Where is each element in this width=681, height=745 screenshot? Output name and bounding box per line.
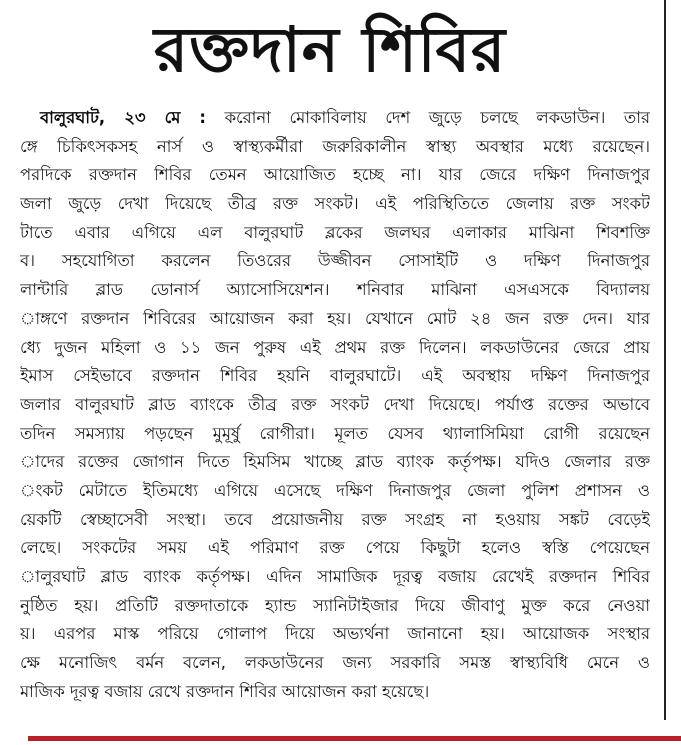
article-line: জলা জুড়ে দেখা দিয়েছে তীব্র রক্ত সংকট। এই পরিস্থিতিতে জেলায় রক্ত সংকট [20,194,650,214]
article-line: টাতে এবার এগিয়ে এল বালুরঘাট ব্লকের জলঘর এলাকার মাঝিনা শিবশক্তি [20,222,650,242]
article-line: নুষ্ঠিত হয়। প্রতিটি রক্তদাতাকে হ্যান্ড স্যানিটাইজার দিয়ে জীবাণু মুক্ত করে নেওয়া [20,595,650,615]
article-line: য়েকটি স্বেচ্ছাসেবী সংস্থা। তবে প্রয়োজনীয় রক্ত সংগ্রহ না হওয়ায় সঙ্কট বেড়েই [20,509,650,529]
bottom-rule [28,736,681,741]
article-body [20,104,650,706]
article-line: ধ্যে দুজন মহিলা ও ১১ জন পুরুষ এই প্রথম রক্ত দিলেন। লকডাউনের জেরে প্রায় [20,337,650,357]
article-line: ইমাস সেইভাবে রক্তদান শিবির হয়নি বালুরঘাটে। এই অবস্থায় দক্ষিণ দিনাজপুর [20,366,650,386]
article-line: য়। এরপর মাস্ক পরিয়ে গোলাপ দিয়ে অভ্যর্থনা জানানো হয়। আয়োজক সংস্থার [20,624,650,644]
article-line: ক্ষে মনোজিৎ বর্মন বলেন, লকডাউনের জন্য সরকারি সমস্ত স্বাস্থ্যবিধি মেনে ও [20,653,650,673]
article-line: াঙ্গণে রক্তদান শিবিরের আয়োজন করা হয়। যেখানে মোট ২৪ জন রক্ত দেন। যার [20,308,650,328]
article-line: লেছে। সংকটের সময় এই পরিমাণ রক্ত পেয়ে কিছুটা হলেও স্বস্তি পেয়েছেন [20,538,650,558]
article-line: পরদিকে রক্তদান শিবির তেমন আয়োজিত হচ্ছে না। যার জেরে দক্ষিণ দিনাজপুর [20,165,650,185]
article-dateline: বালুরঘাট, ২৩ মে : [40,108,206,127]
article-line: ঙ্গে চিকিৎসকসহ নার্স ও স্বাস্থ্যকর্মীরা জরুরিকালীন স্বাস্থ্য অবস্থার মধ্যে রয়েছেন। [20,136,650,156]
article-line: ালুরঘাট ব্লাড ব্যাংক কর্তৃপক্ষ। এদিন সামাজিক দূরত্ব বজায় রেখেই রক্তদান শিবির [20,567,650,586]
article-line-text: করোনা মোকাবিলায় দেশ জুড়ে চলছে লকডাউন। তার [224,108,650,127]
article-headline: রক্তদান শিবির [153,13,507,86]
article-line: লান্টারি ব্লাড ডোনার্স অ্যাসোসিয়েশন। শনিবার মাঝিনা এসএসকে বিদ্যালয় [20,280,650,300]
article-line: তদিন সমস্যায় পড়ছেন মুমূর্ষু রোগীরা। মূলত যেসব থ্যালাসিমিয়া রোগী রয়েছেন [20,423,650,443]
column-divider [664,0,666,720]
article-line: ংকট মেটাতে ইতিমধ্যে এগিয়ে এসেছে দক্ষিণ দিনাজপুর জেলা পুলিশ প্রশাসন ও [20,480,650,500]
article-line: মাজিক দূরত্ব বজায় রেখে রক্তদান শিবির আয়োজন করা হয়েছে। [20,681,430,701]
article-line: জলার বালুরঘাট ব্লাড ব্যাংকে তীব্র রক্ত সংকট দেখা দিয়েছে। পর্যাপ্ত রক্তের অভাবে [20,394,650,414]
article-line: ব। সহযোগিতা করলেন তিওরের উজ্জীবন সোসাইটি ও দক্ষিণ দিনাজপুর [20,251,650,271]
article-line [20,104,650,133]
article-line: াদের রক্তের জোগান দিতে হিমসিম খাচ্ছে ব্লাড ব্যাংক কর্তৃপক্ষ। যদিও জেলার রক্ত [20,452,650,472]
